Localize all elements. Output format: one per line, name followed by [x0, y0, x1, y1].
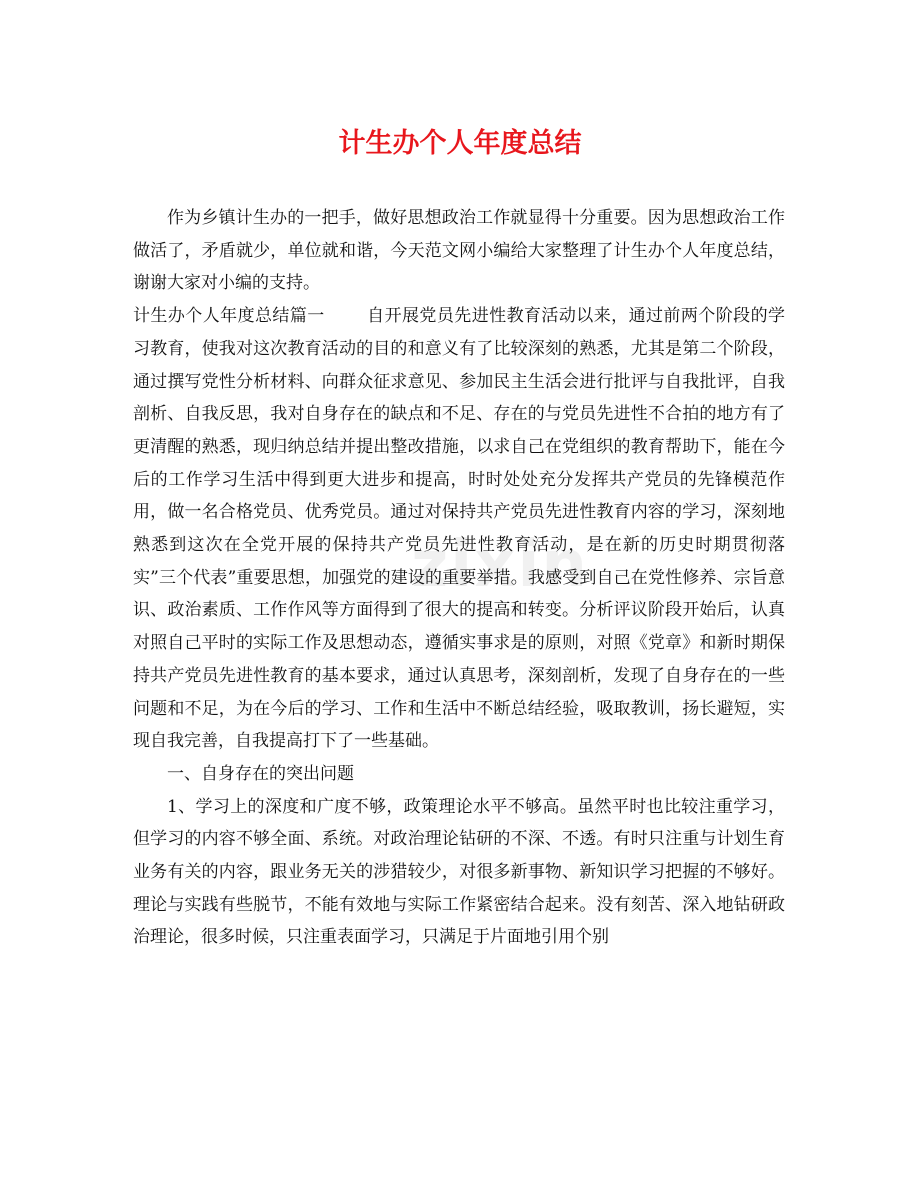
section-heading: 一、自身存在的突出问题 — [167, 763, 354, 784]
intro-paragraph: 作为乡镇计生办的一把手，做好思想政治工作就显得十分重要。因为思想政治工作做活了，矛盾就少，单位就和谐，今天范文网小编给大家整理了计生办个人年度总结，谢谢大家对小编的支持。 — [133, 208, 785, 294]
article-paragraph — [133, 300, 785, 758]
article-heading: 计生办个人年度总结篇一 — [133, 306, 325, 327]
page-title: 计生办个人年度总结 — [338, 128, 582, 159]
article-body: 自开展党员先进性教育活动以来，通过前两个阶段的学习教育，使我对这次教育活动的目的和意义有了比较深刻的熟悉，尤其是第二个阶段，通过撰写党性分析材料、向群众征求意见、参加民主生活会进行批评与自我批评，自我剖析、自我反思，我对自身存在的缺点和不足、存在的与党员先进性不合拍的地方有了更清醒的熟悉，现归纳总结并提出整改措施，以求自己在党组织的教育帮助下，能在今后的工作学习生活中得到更大进步和提高，时时处处充分发挥共产党员的先锋模范作用，做一名合格党员、优秀党员。通过对保持共产党员先进性教育内容的学习，深刻地熟悉到这次在全党开展的保持共产党员先进性教育活动，是在新的历史时期贯彻落实”三个代表”重要思想，加强党的建设的重要举措。我感受到自己在党性修养、宗旨意识、政治素质、工作作风等方面得到了很大的提高和转变。分析评议阶段开始后，认真对照自己平时的实际工作及思想动态，遵循实事求是的原则，对照《党章》和新时期保持共产党员先进性教育的基本要求，通过认真思考，深刻剖析，发现了自身存在的一些问题和不足，为在今后的学习、工作和生活中不断总结经验，吸取教训，扬长避短，实现自我完善，自我提高打下了一些基础。 — [133, 306, 786, 752]
point-1-paragraph: 1、学习上的深度和广度不够，政策理论水平不够高。虽然平时也比较注重学习，但学习的内容不够全面、系统。对政治理论钻研的不深、不透。有时只注重与计划生育业务有关的内容，跟业务无关的涉猎较少，对很多新事物、新知识学习把握的不够好。理论与实践有些脱节，不能有效地与实际工作紧密结合起来。没有刻苦、深入地钻研政治理论，很多时候，只注重表面学习，只满足于片面地引用个别 — [133, 796, 785, 948]
watermark: zixin — [411, 528, 589, 602]
document-body — [133, 202, 785, 954]
